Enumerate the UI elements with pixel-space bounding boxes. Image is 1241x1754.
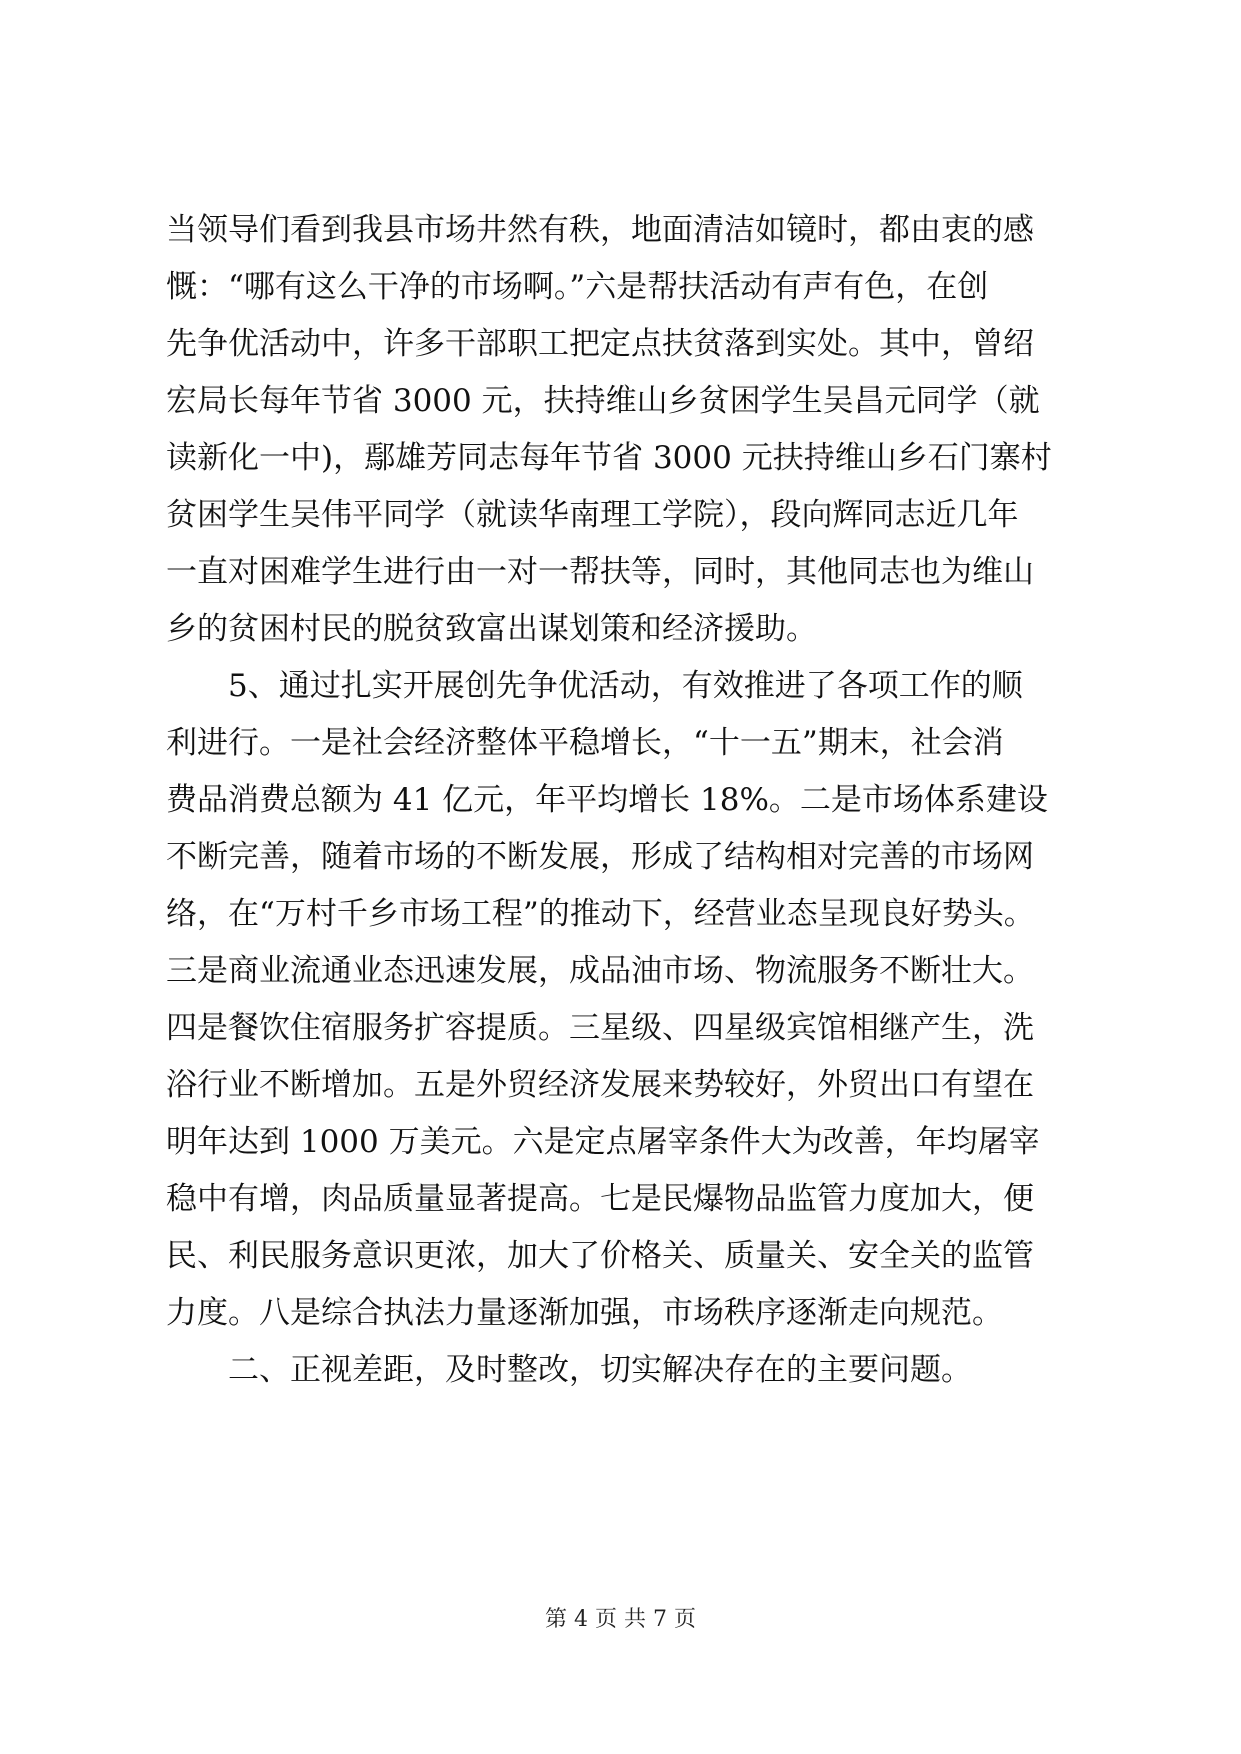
body-line: 利进行。一是社会经济整体平稳增长，“十一五”期末，社会消	[166, 725, 1004, 761]
body-line: 一直对困难学生进行由一对一帮扶等，同时，其他同志也为维山	[166, 554, 1034, 590]
body-line: 不断完善，随着市场的不断发展，形成了结构相对完善的市场网	[166, 839, 1034, 875]
body-line: 慨：“哪有这么干净的市场啊。”六是帮扶活动有声有色，在创	[166, 269, 989, 305]
body-line: 先争优活动中，许多干部职工把定点扶贫落到实处。其中，曾绍	[166, 326, 1034, 362]
page-number-footer: 第 4 页 共 7 页	[545, 1607, 696, 1632]
body-line: 贫困学生吴伟平同学（就读华南理工学院），段向辉同志近几年	[166, 497, 1019, 533]
body-line: 明年达到 1000 万美元。六是定点屠宰条件大为改善，年均屠宰	[166, 1124, 1040, 1160]
body-line: 民、利民服务意识更浓，加大了价格关、质量关、安全关的监管	[166, 1238, 1034, 1274]
body-line: 稳中有增，肉品质量显著提高。七是民爆物品监管力度加大，便	[166, 1181, 1034, 1217]
body-line: 力度。八是综合执法力量逐渐加强，市场秩序逐渐走向规范。	[166, 1295, 1003, 1331]
body-line: 四是餐饮住宿服务扩容提质。三星级、四星级宾馆相继产生，洗	[166, 1010, 1034, 1046]
body-line: 费品消费总额为 41 亿元，年平均增长 18%。二是市场体系建设	[166, 782, 1048, 818]
body-line: 宏局长每年节省 3000 元，扶持维山乡贫困学生吴昌元同学（就	[166, 383, 1040, 419]
body-line: 络，在“万村千乡市场工程”的推动下，经营业态呈现良好势头。	[166, 896, 1035, 932]
paragraph-start-line: 5、通过扎实开展创先争优活动，有效推进了各项工作的顺	[228, 668, 1023, 704]
body-line: 浴行业不断增加。五是外贸经济发展来势较好，外贸出口有望在	[166, 1067, 1034, 1103]
body-line: 读新化一中)，鄢雄芳同志每年节省 3000 元扶持维山乡石门寨村	[166, 440, 1052, 476]
section-heading: 二、正视差距，及时整改，切实解决存在的主要问题。	[228, 1352, 972, 1388]
body-line: 三是商业流通业态迅速发展，成品油市场、物流服务不断壮大。	[166, 953, 1034, 989]
body-line: 乡的贫困村民的脱贫致富出谋划策和经济援助。	[166, 611, 817, 647]
body-line: 当领导们看到我县市场井然有秩，地面清洁如镜时，都由衷的感	[166, 212, 1034, 248]
